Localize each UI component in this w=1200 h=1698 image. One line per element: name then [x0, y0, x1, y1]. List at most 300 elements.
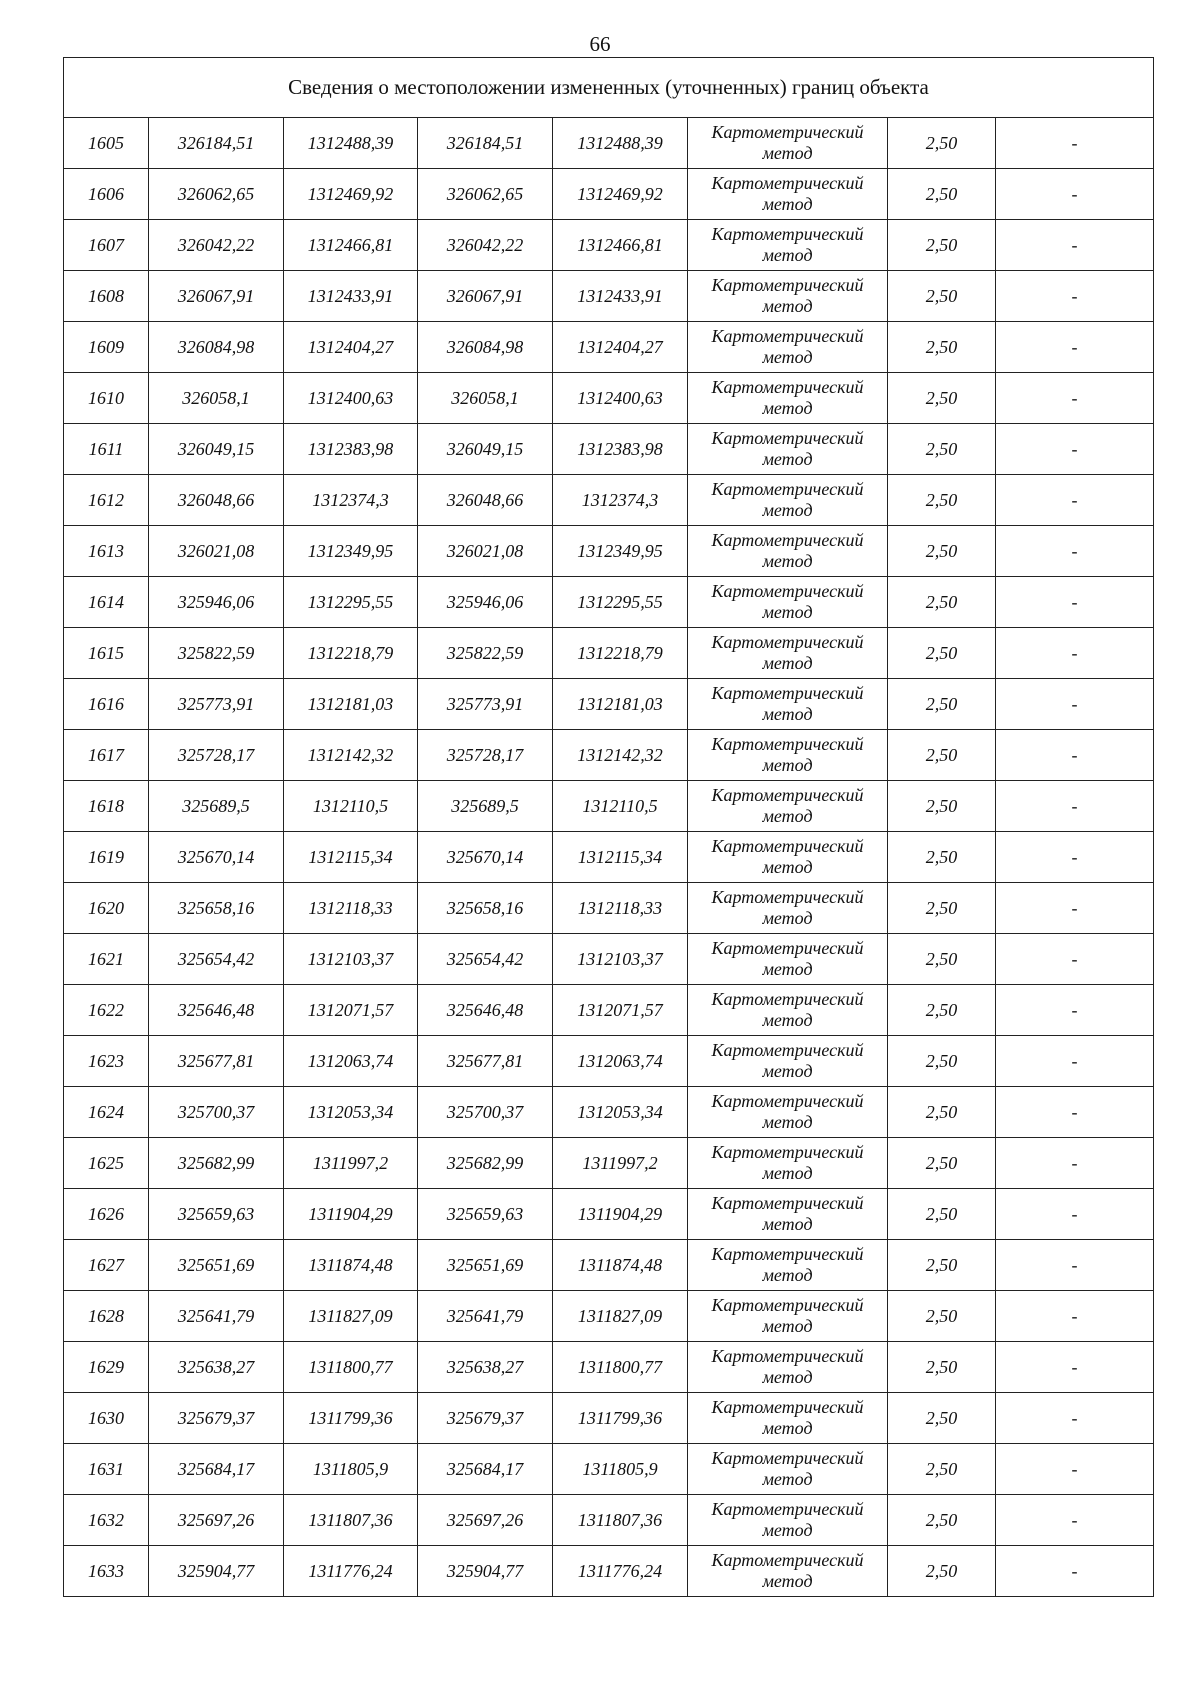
refined-y-cell: 1311827,09 — [553, 1291, 688, 1342]
point-number-cell: 1618 — [64, 781, 149, 832]
method-cell — [688, 118, 888, 169]
accuracy-cell: 2,50 — [888, 1138, 996, 1189]
refined-x-cell: 325700,37 — [418, 1087, 553, 1138]
table-row — [64, 628, 1154, 679]
accuracy-cell: 2,50 — [888, 577, 996, 628]
existing-y-cell: 1311799,36 — [284, 1393, 418, 1444]
table-row — [64, 373, 1154, 424]
refined-y-cell: 1312433,91 — [553, 271, 688, 322]
method-line-2: метод — [762, 1163, 813, 1183]
refined-x-cell: 326021,08 — [418, 526, 553, 577]
table-row — [64, 730, 1154, 781]
method-line-1: Картометрический — [711, 173, 864, 193]
method-line-2: метод — [762, 1571, 813, 1591]
refined-y-cell: 1312115,34 — [553, 832, 688, 883]
method-cell — [688, 220, 888, 271]
method-cell — [688, 1444, 888, 1495]
accuracy-cell: 2,50 — [888, 1189, 996, 1240]
refined-y-cell: 1312071,57 — [553, 985, 688, 1036]
method-cell — [688, 1189, 888, 1240]
method-cell — [688, 1036, 888, 1087]
method-line-2: метод — [762, 908, 813, 928]
accuracy-cell: 2,50 — [888, 1546, 996, 1597]
existing-x-cell: 326049,15 — [149, 424, 284, 475]
method-cell — [688, 730, 888, 781]
point-number-cell: 1611 — [64, 424, 149, 475]
method-line-2: метод — [762, 245, 813, 265]
method-cell — [688, 1546, 888, 1597]
note-cell: - — [996, 1189, 1154, 1240]
existing-y-cell: 1311800,77 — [284, 1342, 418, 1393]
existing-y-cell: 1312469,92 — [284, 169, 418, 220]
existing-x-cell: 326062,65 — [149, 169, 284, 220]
point-number-cell: 1632 — [64, 1495, 149, 1546]
accuracy-cell: 2,50 — [888, 1087, 996, 1138]
refined-y-cell: 1312469,92 — [553, 169, 688, 220]
method-cell — [688, 883, 888, 934]
accuracy-cell: 2,50 — [888, 1240, 996, 1291]
note-cell: - — [996, 934, 1154, 985]
method-line-2: метод — [762, 755, 813, 775]
point-number-cell: 1626 — [64, 1189, 149, 1240]
table-row — [64, 322, 1154, 373]
method-line-1: Картометрический — [711, 1550, 864, 1570]
refined-x-cell: 326062,65 — [418, 169, 553, 220]
existing-x-cell: 325682,99 — [149, 1138, 284, 1189]
table-row — [64, 526, 1154, 577]
refined-x-cell: 325822,59 — [418, 628, 553, 679]
refined-x-cell: 325654,42 — [418, 934, 553, 985]
refined-x-cell: 325689,5 — [418, 781, 553, 832]
existing-x-cell: 325670,14 — [149, 832, 284, 883]
existing-x-cell: 325689,5 — [149, 781, 284, 832]
refined-y-cell: 1312218,79 — [553, 628, 688, 679]
point-number-cell: 1610 — [64, 373, 149, 424]
existing-y-cell: 1311874,48 — [284, 1240, 418, 1291]
method-line-2: метод — [762, 1316, 813, 1336]
method-line-2: метод — [762, 347, 813, 367]
note-cell: - — [996, 1495, 1154, 1546]
refined-y-cell: 1312063,74 — [553, 1036, 688, 1087]
method-line-2: метод — [762, 1367, 813, 1387]
existing-y-cell: 1312349,95 — [284, 526, 418, 577]
point-number-cell: 1629 — [64, 1342, 149, 1393]
method-line-2: метод — [762, 1520, 813, 1540]
note-cell: - — [996, 526, 1154, 577]
point-number-cell: 1615 — [64, 628, 149, 679]
method-line-1: Картометрический — [711, 377, 864, 397]
refined-x-cell: 326049,15 — [418, 424, 553, 475]
table-row — [64, 1189, 1154, 1240]
refined-x-cell: 325658,16 — [418, 883, 553, 934]
existing-x-cell: 326058,1 — [149, 373, 284, 424]
existing-x-cell: 325677,81 — [149, 1036, 284, 1087]
accuracy-cell: 2,50 — [888, 169, 996, 220]
method-line-1: Картометрический — [711, 530, 864, 550]
refined-y-cell: 1311874,48 — [553, 1240, 688, 1291]
refined-y-cell: 1312466,81 — [553, 220, 688, 271]
note-cell: - — [996, 220, 1154, 271]
note-cell: - — [996, 373, 1154, 424]
refined-x-cell: 325679,37 — [418, 1393, 553, 1444]
refined-y-cell: 1312383,98 — [553, 424, 688, 475]
accuracy-cell: 2,50 — [888, 985, 996, 1036]
existing-x-cell: 325658,16 — [149, 883, 284, 934]
method-line-1: Картометрический — [711, 224, 864, 244]
note-cell: - — [996, 1138, 1154, 1189]
refined-y-cell: 1312181,03 — [553, 679, 688, 730]
existing-y-cell: 1312295,55 — [284, 577, 418, 628]
existing-x-cell: 325641,79 — [149, 1291, 284, 1342]
refined-y-cell: 1311800,77 — [553, 1342, 688, 1393]
note-cell: - — [996, 424, 1154, 475]
method-line-1: Картометрический — [711, 1142, 864, 1162]
method-line-1: Картометрический — [711, 632, 864, 652]
refined-y-cell: 1311997,2 — [553, 1138, 688, 1189]
method-cell — [688, 832, 888, 883]
refined-x-cell: 325638,27 — [418, 1342, 553, 1393]
point-number-cell: 1614 — [64, 577, 149, 628]
accuracy-cell: 2,50 — [888, 883, 996, 934]
method-line-2: метод — [762, 1061, 813, 1081]
method-line-2: метод — [762, 1469, 813, 1489]
point-number-cell: 1624 — [64, 1087, 149, 1138]
note-cell: - — [996, 475, 1154, 526]
point-number-cell: 1617 — [64, 730, 149, 781]
accuracy-cell: 2,50 — [888, 526, 996, 577]
point-number-cell: 1605 — [64, 118, 149, 169]
method-line-1: Картометрический — [711, 1091, 864, 1111]
method-line-1: Картометрический — [711, 428, 864, 448]
existing-x-cell: 325700,37 — [149, 1087, 284, 1138]
note-cell: - — [996, 730, 1154, 781]
method-cell — [688, 628, 888, 679]
refined-x-cell: 325773,91 — [418, 679, 553, 730]
method-line-2: метод — [762, 857, 813, 877]
note-cell: - — [996, 1087, 1154, 1138]
table-row — [64, 577, 1154, 628]
refined-y-cell: 1312295,55 — [553, 577, 688, 628]
note-cell: - — [996, 1444, 1154, 1495]
method-cell — [688, 1495, 888, 1546]
existing-x-cell: 325728,17 — [149, 730, 284, 781]
existing-y-cell: 1312433,91 — [284, 271, 418, 322]
existing-y-cell: 1312053,34 — [284, 1087, 418, 1138]
note-cell: - — [996, 1393, 1154, 1444]
note-cell: - — [996, 577, 1154, 628]
method-line-1: Картометрический — [711, 479, 864, 499]
existing-y-cell: 1312110,5 — [284, 781, 418, 832]
method-line-2: метод — [762, 653, 813, 673]
table-row — [64, 832, 1154, 883]
point-number-cell: 1628 — [64, 1291, 149, 1342]
refined-x-cell: 325697,26 — [418, 1495, 553, 1546]
table-row — [64, 118, 1154, 169]
existing-y-cell: 1312063,74 — [284, 1036, 418, 1087]
table-row — [64, 1138, 1154, 1189]
existing-x-cell: 325651,69 — [149, 1240, 284, 1291]
method-line-2: метод — [762, 1265, 813, 1285]
existing-x-cell: 326184,51 — [149, 118, 284, 169]
point-number-cell: 1631 — [64, 1444, 149, 1495]
table-row — [64, 475, 1154, 526]
point-number-cell: 1633 — [64, 1546, 149, 1597]
existing-y-cell: 1312466,81 — [284, 220, 418, 271]
page-number: 66 — [589, 32, 611, 56]
existing-y-cell: 1312103,37 — [284, 934, 418, 985]
existing-y-cell: 1312218,79 — [284, 628, 418, 679]
table-row — [64, 169, 1154, 220]
method-line-1: Картометрический — [711, 1244, 864, 1264]
refined-y-cell: 1312374,3 — [553, 475, 688, 526]
refined-x-cell: 325904,77 — [418, 1546, 553, 1597]
existing-y-cell: 1312118,33 — [284, 883, 418, 934]
refined-x-cell: 325659,63 — [418, 1189, 553, 1240]
method-cell — [688, 1138, 888, 1189]
existing-x-cell: 326084,98 — [149, 322, 284, 373]
existing-y-cell: 1311807,36 — [284, 1495, 418, 1546]
table-row — [64, 1087, 1154, 1138]
method-cell — [688, 1342, 888, 1393]
boundary-table — [63, 57, 1154, 1597]
refined-x-cell: 325677,81 — [418, 1036, 553, 1087]
method-line-2: метод — [762, 398, 813, 418]
method-line-1: Картометрический — [711, 581, 864, 601]
accuracy-cell: 2,50 — [888, 322, 996, 373]
accuracy-cell: 2,50 — [888, 1495, 996, 1546]
existing-y-cell: 1312404,27 — [284, 322, 418, 373]
existing-y-cell: 1312383,98 — [284, 424, 418, 475]
method-line-1: Картометрический — [711, 326, 864, 346]
table-row — [64, 934, 1154, 985]
refined-x-cell: 326084,98 — [418, 322, 553, 373]
note-cell: - — [996, 1036, 1154, 1087]
accuracy-cell: 2,50 — [888, 628, 996, 679]
point-number-cell: 1625 — [64, 1138, 149, 1189]
note-cell: - — [996, 1240, 1154, 1291]
method-cell — [688, 985, 888, 1036]
refined-y-cell: 1311904,29 — [553, 1189, 688, 1240]
point-number-cell: 1622 — [64, 985, 149, 1036]
method-line-2: метод — [762, 1010, 813, 1030]
table-title-row — [64, 58, 1154, 118]
accuracy-cell: 2,50 — [888, 424, 996, 475]
method-cell — [688, 577, 888, 628]
method-line-1: Картометрический — [711, 1193, 864, 1213]
accuracy-cell: 2,50 — [888, 934, 996, 985]
method-line-1: Картометрический — [711, 887, 864, 907]
note-cell: - — [996, 985, 1154, 1036]
table-row — [64, 883, 1154, 934]
table-title: Сведения о местоположении измененных (уточненных) границ объекта — [64, 58, 1154, 118]
refined-y-cell: 1311776,24 — [553, 1546, 688, 1597]
method-line-1: Картометрический — [711, 1448, 864, 1468]
note-cell: - — [996, 883, 1154, 934]
existing-x-cell: 325646,48 — [149, 985, 284, 1036]
method-cell — [688, 271, 888, 322]
existing-y-cell: 1311904,29 — [284, 1189, 418, 1240]
method-cell — [688, 475, 888, 526]
method-cell — [688, 1240, 888, 1291]
point-number-cell: 1619 — [64, 832, 149, 883]
accuracy-cell: 2,50 — [888, 1342, 996, 1393]
method-line-2: метод — [762, 1112, 813, 1132]
point-number-cell: 1606 — [64, 169, 149, 220]
note-cell: - — [996, 832, 1154, 883]
method-line-2: метод — [762, 959, 813, 979]
accuracy-cell: 2,50 — [888, 1291, 996, 1342]
refined-x-cell: 326042,22 — [418, 220, 553, 271]
accuracy-cell: 2,50 — [888, 781, 996, 832]
table-row — [64, 220, 1154, 271]
method-cell — [688, 1393, 888, 1444]
refined-y-cell: 1312488,39 — [553, 118, 688, 169]
existing-x-cell: 326042,22 — [149, 220, 284, 271]
refined-x-cell: 325728,17 — [418, 730, 553, 781]
method-cell — [688, 679, 888, 730]
refined-x-cell: 326058,1 — [418, 373, 553, 424]
point-number-cell: 1616 — [64, 679, 149, 730]
note-cell: - — [996, 1291, 1154, 1342]
refined-x-cell: 326067,91 — [418, 271, 553, 322]
method-line-1: Картометрический — [711, 275, 864, 295]
method-line-1: Картометрический — [711, 989, 864, 1009]
existing-x-cell: 325679,37 — [149, 1393, 284, 1444]
existing-x-cell: 326067,91 — [149, 271, 284, 322]
accuracy-cell: 2,50 — [888, 1393, 996, 1444]
refined-y-cell: 1312053,34 — [553, 1087, 688, 1138]
table-row — [64, 679, 1154, 730]
refined-y-cell: 1312349,95 — [553, 526, 688, 577]
refined-y-cell: 1311807,36 — [553, 1495, 688, 1546]
method-cell — [688, 934, 888, 985]
accuracy-cell: 2,50 — [888, 730, 996, 781]
refined-y-cell: 1312118,33 — [553, 883, 688, 934]
note-cell: - — [996, 679, 1154, 730]
method-cell — [688, 781, 888, 832]
method-cell — [688, 169, 888, 220]
refined-x-cell: 325670,14 — [418, 832, 553, 883]
accuracy-cell: 2,50 — [888, 475, 996, 526]
existing-x-cell: 326021,08 — [149, 526, 284, 577]
refined-x-cell: 325682,99 — [418, 1138, 553, 1189]
accuracy-cell: 2,50 — [888, 373, 996, 424]
table-row — [64, 1393, 1154, 1444]
refined-x-cell: 326048,66 — [418, 475, 553, 526]
refined-y-cell: 1312404,27 — [553, 322, 688, 373]
existing-y-cell: 1312142,32 — [284, 730, 418, 781]
existing-y-cell: 1312400,63 — [284, 373, 418, 424]
existing-y-cell: 1312374,3 — [284, 475, 418, 526]
refined-y-cell: 1312142,32 — [553, 730, 688, 781]
point-number-cell: 1609 — [64, 322, 149, 373]
method-cell — [688, 526, 888, 577]
existing-x-cell: 325659,63 — [149, 1189, 284, 1240]
refined-y-cell: 1312400,63 — [553, 373, 688, 424]
accuracy-cell: 2,50 — [888, 118, 996, 169]
point-number-cell: 1607 — [64, 220, 149, 271]
accuracy-cell: 2,50 — [888, 1036, 996, 1087]
note-cell: - — [996, 322, 1154, 373]
table-row — [64, 781, 1154, 832]
method-line-2: метод — [762, 449, 813, 469]
note-cell: - — [996, 781, 1154, 832]
method-line-1: Картометрический — [711, 836, 864, 856]
refined-x-cell: 325641,79 — [418, 1291, 553, 1342]
method-cell — [688, 373, 888, 424]
refined-y-cell: 1312110,5 — [553, 781, 688, 832]
point-number-cell: 1621 — [64, 934, 149, 985]
existing-y-cell: 1311805,9 — [284, 1444, 418, 1495]
method-line-1: Картометрический — [711, 1346, 864, 1366]
method-line-2: метод — [762, 1418, 813, 1438]
note-cell: - — [996, 1342, 1154, 1393]
method-line-2: метод — [762, 806, 813, 826]
existing-y-cell: 1312071,57 — [284, 985, 418, 1036]
existing-x-cell: 325684,17 — [149, 1444, 284, 1495]
note-cell: - — [996, 1546, 1154, 1597]
method-line-2: метод — [762, 704, 813, 724]
method-line-1: Картометрический — [711, 938, 864, 958]
existing-y-cell: 1311827,09 — [284, 1291, 418, 1342]
table-row — [64, 1342, 1154, 1393]
method-line-2: метод — [762, 1214, 813, 1234]
existing-x-cell: 326048,66 — [149, 475, 284, 526]
method-line-2: метод — [762, 602, 813, 622]
existing-y-cell: 1311997,2 — [284, 1138, 418, 1189]
point-number-cell: 1620 — [64, 883, 149, 934]
refined-x-cell: 325684,17 — [418, 1444, 553, 1495]
point-number-cell: 1623 — [64, 1036, 149, 1087]
existing-x-cell: 325638,27 — [149, 1342, 284, 1393]
existing-y-cell: 1312181,03 — [284, 679, 418, 730]
method-line-1: Картометрический — [711, 683, 864, 703]
method-cell — [688, 1087, 888, 1138]
refined-y-cell: 1311799,36 — [553, 1393, 688, 1444]
refined-y-cell: 1312103,37 — [553, 934, 688, 985]
existing-x-cell: 325822,59 — [149, 628, 284, 679]
method-line-1: Картометрический — [711, 1295, 864, 1315]
existing-x-cell: 325697,26 — [149, 1495, 284, 1546]
method-cell — [688, 1291, 888, 1342]
accuracy-cell: 2,50 — [888, 832, 996, 883]
point-number-cell: 1627 — [64, 1240, 149, 1291]
method-line-1: Картометрический — [711, 1040, 864, 1060]
refined-x-cell: 325646,48 — [418, 985, 553, 1036]
point-number-cell: 1612 — [64, 475, 149, 526]
point-number-cell: 1613 — [64, 526, 149, 577]
point-number-cell: 1630 — [64, 1393, 149, 1444]
table-row — [64, 424, 1154, 475]
method-line-2: метод — [762, 551, 813, 571]
existing-x-cell: 325773,91 — [149, 679, 284, 730]
existing-x-cell: 325654,42 — [149, 934, 284, 985]
method-line-2: метод — [762, 143, 813, 163]
method-line-2: метод — [762, 500, 813, 520]
accuracy-cell: 2,50 — [888, 220, 996, 271]
accuracy-cell: 2,50 — [888, 1444, 996, 1495]
table-row — [64, 1036, 1154, 1087]
point-number-cell: 1608 — [64, 271, 149, 322]
existing-y-cell: 1311776,24 — [284, 1546, 418, 1597]
table-row — [64, 1291, 1154, 1342]
refined-x-cell: 325946,06 — [418, 577, 553, 628]
method-line-1: Картометрический — [711, 734, 864, 754]
method-cell — [688, 322, 888, 373]
note-cell: - — [996, 118, 1154, 169]
table-row — [64, 1444, 1154, 1495]
method-line-1: Картометрический — [711, 1397, 864, 1417]
